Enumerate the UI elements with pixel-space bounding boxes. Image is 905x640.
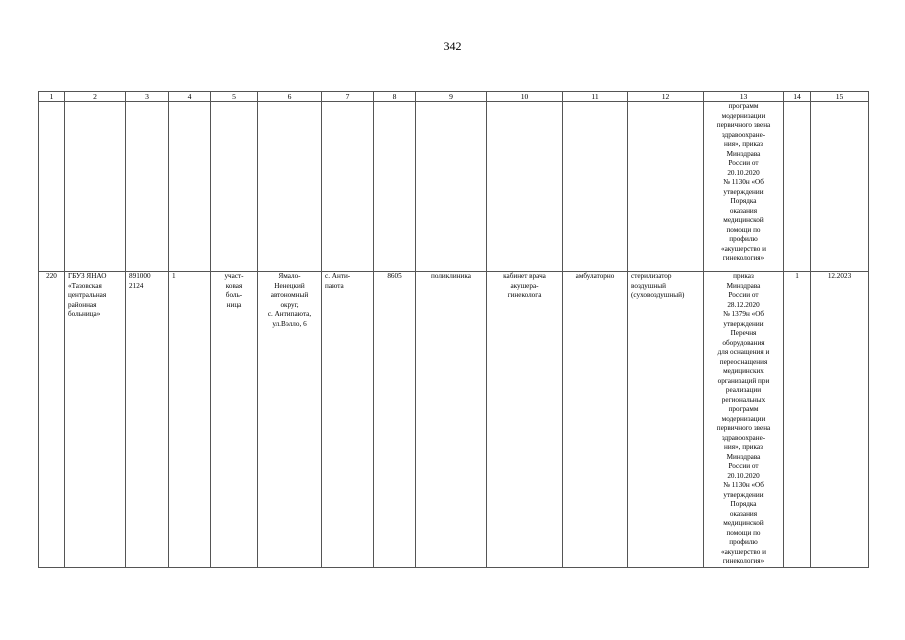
column-number: 8	[374, 92, 416, 102]
cell-line: Перечня	[730, 329, 757, 337]
cell-lines	[129, 272, 165, 291]
code-cell: 8605	[374, 272, 416, 568]
cell-line: ул.Вэлло, 6	[272, 319, 307, 328]
quantity-cell: 1	[784, 272, 811, 568]
column-number: 13	[704, 92, 784, 102]
cell-line: 20.10.2020	[727, 168, 760, 177]
table-row-220	[39, 272, 869, 568]
cell-line: реализации	[725, 386, 762, 394]
cell-line: центральная	[68, 291, 107, 299]
cell-line: кабинет врача	[503, 272, 546, 280]
cell-line: оказания	[729, 206, 758, 215]
facility-type-cell	[211, 272, 258, 568]
cell-line: помощи по	[726, 225, 761, 234]
cell-line: 891000	[129, 272, 151, 280]
cell-line: округ,	[280, 300, 299, 309]
cell-line: России от	[728, 291, 759, 299]
column-number: 10	[487, 92, 563, 102]
cell-lines	[214, 272, 254, 310]
cell-lines	[325, 272, 370, 291]
cell-line: Минздрава	[726, 281, 761, 290]
cell-line: «акушерство и	[721, 547, 766, 556]
cell-line: Минздрава	[726, 452, 761, 461]
deadline-cell: 12.2023	[811, 272, 869, 568]
cell-line: оборудования	[722, 338, 765, 347]
cell-line: паюта	[325, 281, 344, 290]
cell-lines	[707, 102, 780, 264]
column-number: 7	[322, 92, 374, 102]
cell-line: утверждении	[723, 490, 764, 499]
column-number: 2	[65, 92, 126, 102]
cell-line: участ-	[224, 272, 244, 280]
organization-cell	[65, 272, 126, 568]
normative-docs-cell	[704, 102, 784, 272]
cell-line: 28.12.2020	[727, 300, 760, 309]
cell-line: Ямало-	[278, 272, 301, 280]
column-number: 12	[628, 92, 704, 102]
cell-lines	[490, 272, 559, 301]
cell-line: модернизации	[721, 111, 766, 120]
cell-line: медицинских	[723, 367, 764, 375]
cell-line: с. Антипаюта,	[267, 310, 312, 318]
cell-line: больница»	[68, 310, 101, 318]
cell-line: России от	[728, 159, 759, 167]
column-number: 15	[811, 92, 869, 102]
cell-line: России от	[728, 462, 759, 470]
cell-line: стерилизатор	[631, 272, 672, 280]
cell-line: Порядка	[730, 197, 757, 205]
cell-line: ковая	[225, 281, 243, 290]
cell-line: гинекология»	[722, 254, 765, 262]
row-number: 220	[39, 272, 65, 568]
cell-lines	[707, 272, 780, 567]
cell-line: приказ	[733, 272, 754, 280]
cell-line: автономный	[270, 291, 309, 299]
column-number: 6	[258, 92, 322, 102]
column-number: 5	[211, 92, 258, 102]
cell-line: Ненецкий	[274, 281, 305, 290]
inn-cell	[126, 272, 169, 568]
cell-line: медицинской	[723, 216, 764, 224]
table-header-row	[39, 92, 869, 102]
cell-line: модернизации	[721, 414, 766, 423]
cell-line: помощи по	[726, 528, 761, 537]
table-row-continuation	[39, 102, 869, 272]
room-cell	[487, 272, 563, 568]
cell-line: организаций при	[717, 376, 770, 385]
cell-line: первичного звена	[716, 424, 771, 432]
cell-line: программ	[728, 102, 759, 110]
cell-line: для оснащения и	[717, 348, 770, 356]
cell-line: акушера-	[510, 281, 539, 290]
cell-line: ния», приказ	[724, 140, 763, 148]
cell-line: профилю	[729, 235, 758, 243]
cell-line: гинекология»	[722, 557, 765, 565]
cell-line: переоснащения	[719, 357, 768, 366]
cell-line: здравоохране-	[721, 433, 766, 442]
column-number: 11	[563, 92, 628, 102]
care-conditions-cell: амбулаторно	[563, 272, 628, 568]
column-number: 3	[126, 92, 169, 102]
cell-line: 20.10.2020	[727, 471, 760, 480]
equipment-table	[38, 91, 869, 568]
cell-line: (суховоздушный)	[631, 291, 685, 299]
cell-line: воздушный	[631, 281, 666, 290]
normative-docs-cell	[704, 272, 784, 568]
address-cell	[258, 272, 322, 568]
cell-line: боль-	[225, 291, 243, 299]
cell-line: с. Анти-	[325, 272, 351, 280]
cell-line: № 1379н «Об	[722, 310, 765, 318]
cell-lines	[631, 272, 700, 301]
settlement-cell	[322, 272, 374, 568]
cell-line: 2124	[129, 281, 144, 290]
column-number: 14	[784, 92, 811, 102]
cell-line: региональных	[721, 395, 766, 404]
column-number: 4	[169, 92, 211, 102]
cell-line: профилю	[729, 538, 758, 546]
department-cell: поликлиника	[416, 272, 487, 568]
cell-line: утверждении	[723, 187, 764, 196]
cell-lines	[68, 272, 122, 320]
cell-line: ница	[226, 300, 242, 309]
column-number: 9	[416, 92, 487, 102]
cell-line: № 1130н «Об	[723, 178, 764, 186]
cell-line: утверждении	[723, 319, 764, 328]
cell-line: гинеколога	[507, 291, 542, 299]
cell-line: «акушерство и	[721, 244, 766, 253]
cell-lines	[261, 272, 318, 329]
cell-line: Минздрава	[726, 149, 761, 158]
level-cell: 1	[169, 272, 211, 568]
page-number: 342	[443, 39, 462, 53]
cell-line: ГБУЗ ЯНАО	[68, 272, 107, 280]
cell-line: районная	[68, 300, 97, 309]
cell-line: программ	[728, 405, 759, 413]
cell-line: № 1130н «Об	[723, 481, 764, 489]
column-number: 1	[39, 92, 65, 102]
cell-line: медицинской	[723, 519, 764, 527]
cell-line: «Тазовская	[68, 281, 102, 290]
cell-line: здравоохране-	[721, 130, 766, 139]
cell-line: оказания	[729, 509, 758, 518]
cell-line: ния», приказ	[724, 443, 763, 451]
cell-line: первичного звена	[716, 121, 771, 129]
equipment-name-cell	[628, 272, 704, 568]
cell-line: Порядка	[730, 500, 757, 508]
